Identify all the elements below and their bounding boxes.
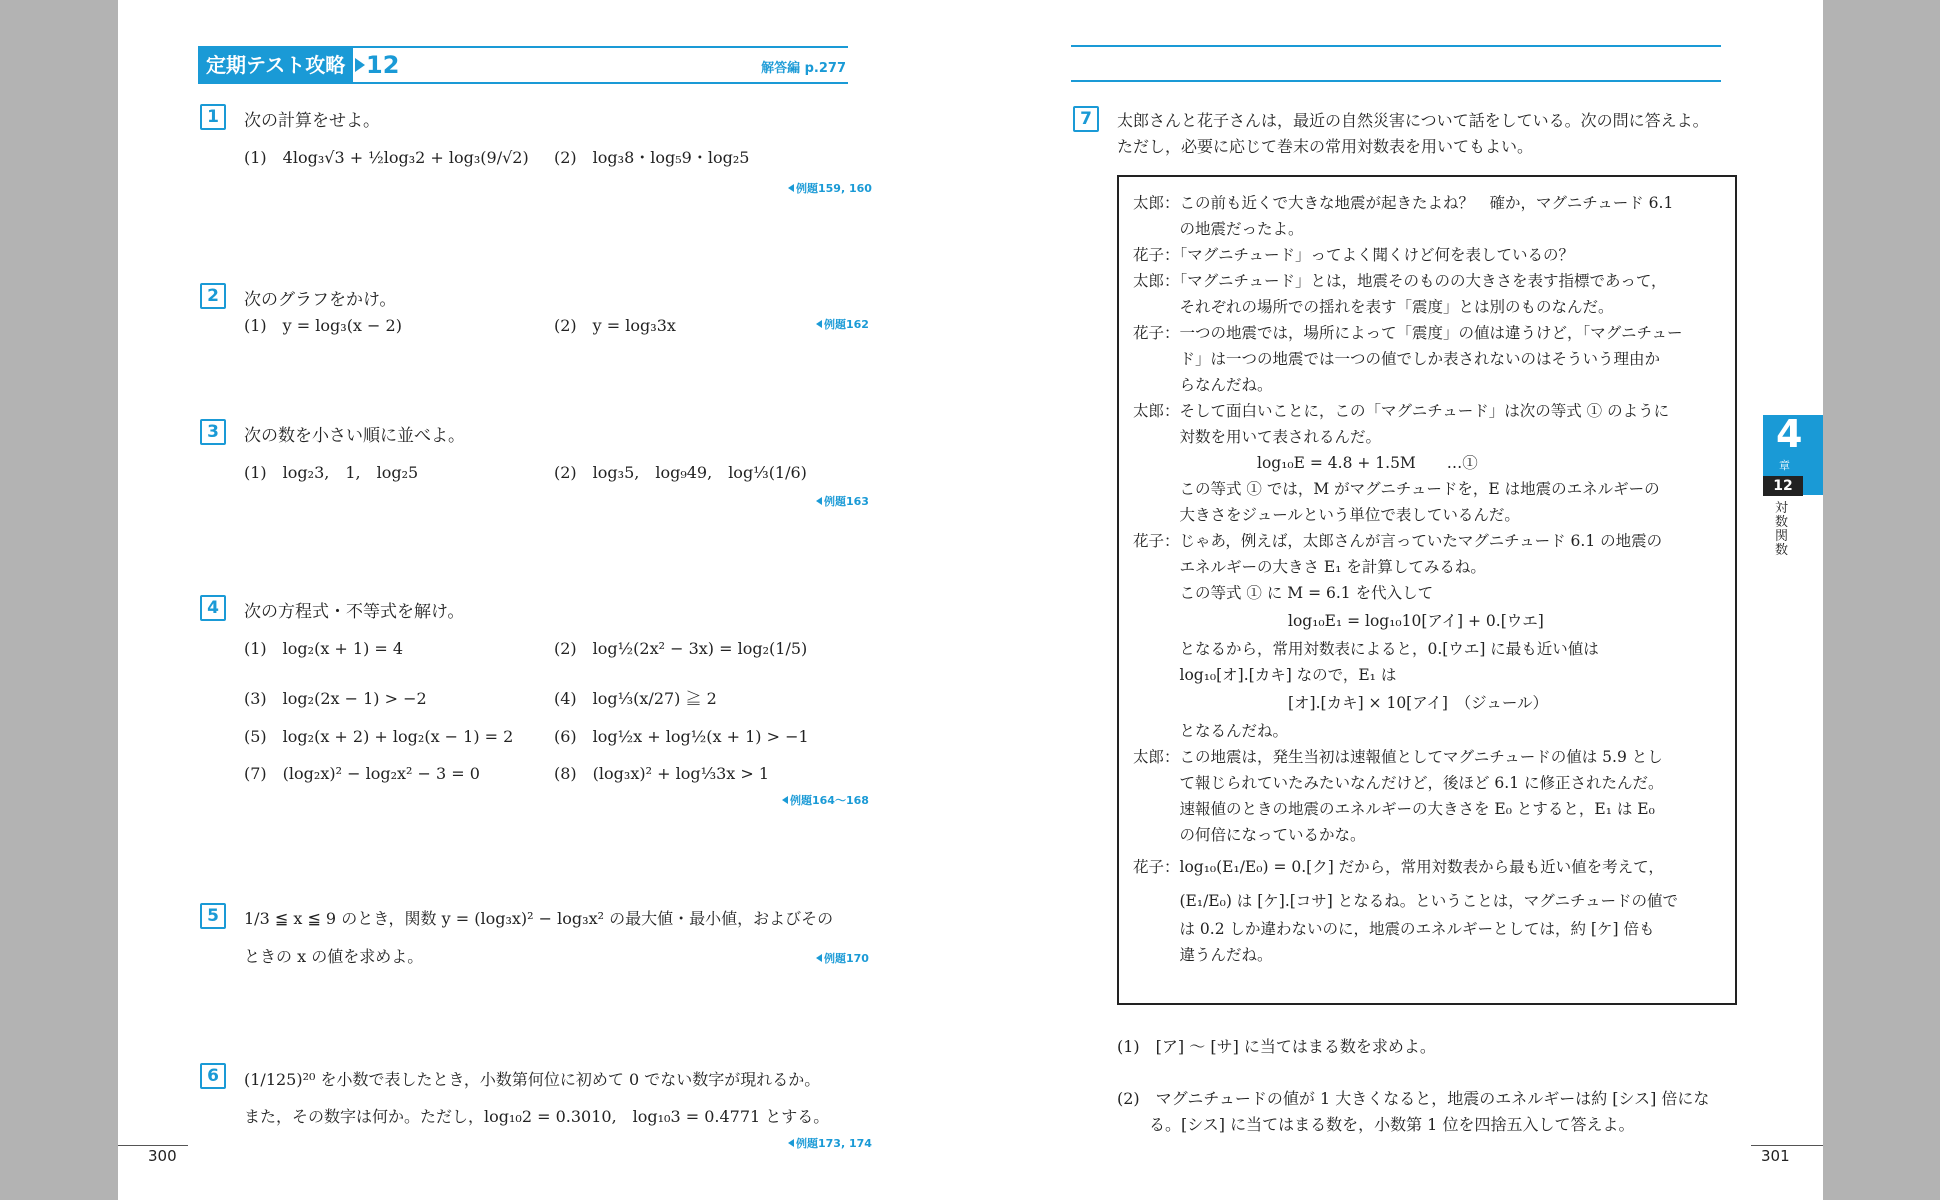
dialogue-line: 花子：log₁₀(E₁/E₀) = 0.[ク] だから，常用対数表から最も近い値を考えて， bbox=[1133, 858, 1664, 876]
dialogue-line: それぞれの場所での揺れを表す「震度」とは別のものなんだ。 bbox=[1133, 298, 1614, 316]
example-ref-5: 例題170 bbox=[816, 950, 869, 966]
question-7-intro-1: 太郎さんと花子さんは，最近の自然災害について話をしている。次の問に答えよ。 bbox=[1117, 111, 1709, 130]
question-4-item-5: (5) log₂(x + 2) + log₂(x − 1) = 2 bbox=[244, 727, 514, 746]
question-1-item-1: (1) 4log₃√3 + ½log₃2 + log₃(9/√2) bbox=[244, 148, 529, 167]
play-arrow-icon bbox=[355, 58, 365, 72]
dialogue-line: log₁₀[オ].[カキ] なので，E₁ は bbox=[1133, 666, 1397, 684]
question-number-7: 7 bbox=[1073, 106, 1099, 132]
question-4-item-4: (4) log⅓(x/27) ≧ 2 bbox=[554, 689, 717, 708]
chapter-label: 章 bbox=[1779, 459, 1790, 472]
page-number-right: 301 bbox=[1761, 1147, 1790, 1165]
dialogue-line: 花子：じゃあ，例えば，太郎さんが言っていたマグニチュード 6.1 の地震の bbox=[1133, 532, 1663, 550]
dialogue-line: 対数を用いて表されるんだ。 bbox=[1133, 428, 1382, 446]
dialogue-line: となるんだね。 bbox=[1133, 722, 1289, 740]
right-page bbox=[1061, 0, 1823, 1200]
question-4-item-7: (7) (log₂x)² − log₂x² − 3 = 0 bbox=[244, 764, 480, 783]
question-3-text: 次の数を小さい順に並べよ。 bbox=[244, 426, 465, 446]
question-6-line-1: (1/125)²⁰ を小数で表したとき，小数第何位に初めて 0 でない数字が現れるか。 bbox=[244, 1070, 821, 1089]
dialogue-line: 太郎：「マグニチュード」とは，地震そのものの大きさを表す指標であって， bbox=[1133, 272, 1667, 290]
sub-question-1: (1) [ア] 〜 [サ] に当てはまる数を求めよ。 bbox=[1117, 1037, 1436, 1056]
dialogue-line: この等式 ① では，M がマグニチュードを，E は地震のエネルギーの bbox=[1133, 480, 1660, 498]
dialogue-line: 速報値のときの地震のエネルギーの大きさを E₀ とすると，E₁ は E₀ bbox=[1133, 800, 1655, 818]
header-rule-bottom bbox=[1071, 80, 1721, 82]
dialogue-line: ド」は一つの地震では一つの値でしか表されないのはそういう理由か bbox=[1133, 350, 1661, 368]
section-title: 定期テスト攻略 bbox=[198, 48, 353, 82]
example-ref-3: 例題163 bbox=[816, 493, 869, 509]
question-number-4: 4 bbox=[200, 595, 226, 621]
question-number-1: 1 bbox=[200, 104, 226, 130]
page-number-left: 300 bbox=[148, 1147, 177, 1165]
dialogue-box bbox=[1117, 175, 1737, 1005]
question-6-line-2: また，その数字は何か。ただし，log₁₀2 = 0.3010, log₁₀3 = 0.4771 とする。 bbox=[244, 1107, 830, 1126]
dialogue-line: 花子：「マグニチュード」ってよく聞くけど何を表しているの？ bbox=[1133, 246, 1574, 264]
dialogue-line: (E₁/E₀) は [ケ].[コサ] となるね。ということは，マグニチュードの値で bbox=[1133, 892, 1678, 910]
dialogue-line: この等式 ① に M = 6.1 を代入して bbox=[1133, 584, 1434, 602]
dialogue-line: log₁₀E = 4.8 + 1.5M …① bbox=[1133, 454, 1478, 472]
question-4-item-1: (1) log₂(x + 1) = 4 bbox=[244, 639, 404, 658]
question-3-item-2: (2) log₃5, log₉49, log⅓(1/6) bbox=[554, 463, 807, 482]
question-3-item-1: (1) log₂3, 1, log₂5 bbox=[244, 463, 419, 482]
dialogue-line: 違うんだね。 bbox=[1133, 946, 1273, 964]
example-ref-2: 例題162 bbox=[816, 316, 869, 332]
example-ref-1: 例題159, 160 bbox=[788, 180, 872, 196]
question-4-text: 次の方程式・不等式を解け。 bbox=[244, 602, 465, 622]
header-rule-top bbox=[1071, 45, 1721, 47]
dialogue-line: は 0.2 しか違わないのに，地震のエネルギーとしては，約 [ケ] 倍も bbox=[1133, 920, 1655, 938]
dialogue-line: [オ].[カキ] × 10[アイ] （ジュール） bbox=[1133, 694, 1549, 712]
footer-rule bbox=[1751, 1145, 1823, 1146]
dialogue-line: エネルギーの大きさ E₁ を計算してみるね。 bbox=[1133, 558, 1486, 576]
dialogue-line: 太郎：この前も近くで大きな地震が起きたよね？ 確か，マグニチュード 6.1 bbox=[1133, 194, 1674, 212]
chapter-name: 対数関数 bbox=[1775, 501, 1789, 558]
question-number-5: 5 bbox=[200, 903, 226, 929]
question-5-line-2: ときの x の値を求めよ。 bbox=[244, 947, 424, 966]
left-page bbox=[118, 0, 1061, 1200]
section-number: 12 bbox=[366, 51, 400, 79]
question-4-item-8: (8) (log₃x)² + log⅓3x > 1 bbox=[554, 764, 770, 783]
question-4-item-3: (3) log₂(2x − 1) > −2 bbox=[244, 689, 427, 708]
dialogue-line: の何倍になっているかな。 bbox=[1133, 826, 1366, 844]
question-2-item-2: (2) y = log₃3x bbox=[554, 316, 676, 335]
question-1-item-2: (2) log₃8・log₅9・log₂5 bbox=[554, 148, 750, 167]
dialogue-line: 太郎：そして面白いことに，この「マグニチュード」は次の等式 ① のように bbox=[1133, 402, 1670, 420]
question-4-item-6: (6) log½x + log½(x + 1) > −1 bbox=[554, 727, 809, 746]
question-5-line-1: 1/3 ≦ x ≦ 9 のとき，関数 y = (log₃x)² − log₃x² の最大値・最小値，およびその bbox=[244, 909, 834, 928]
dialogue-line: となるから，常用対数表によると，0.[ウエ] に最も近い値は bbox=[1133, 640, 1599, 658]
section-header bbox=[198, 46, 848, 84]
question-1-text: 次の計算をせよ。 bbox=[244, 111, 380, 131]
question-4-item-2: (2) log½(2x² − 3x) = log₂(1/5) bbox=[554, 639, 808, 658]
dialogue-line: 大きさをジュールという単位で表しているんだ。 bbox=[1133, 506, 1520, 524]
sub-question-2-line-2: る。[シス] に当てはまる数を，小数第 1 位を四捨五入して答えよ。 bbox=[1117, 1115, 1635, 1134]
example-ref-4: 例題164〜168 bbox=[782, 792, 869, 808]
dialogue-line: log₁₀E₁ = log₁₀10[アイ] + 0.[ウエ] bbox=[1133, 612, 1544, 630]
dialogue-line: て報じられていたみたいなんだけど，後ほど 6.1 に修正されたんだ。 bbox=[1133, 774, 1664, 792]
question-number-6: 6 bbox=[200, 1063, 226, 1089]
answer-reference: 解答編 p.277 bbox=[761, 61, 846, 76]
question-number-2: 2 bbox=[200, 283, 226, 309]
question-2-item-1: (1) y = log₃(x − 2) bbox=[244, 316, 402, 335]
dialogue-line: 太郎：この地震は，発生当初は速報値としてマグニチュードの値は 5.9 とし bbox=[1133, 748, 1663, 766]
question-2-text: 次のグラフをかけ。 bbox=[244, 290, 397, 310]
footer-rule bbox=[118, 1145, 188, 1146]
example-ref-6: 例題173, 174 bbox=[788, 1135, 872, 1151]
chapter-number: 4 bbox=[1776, 412, 1803, 456]
question-number-3: 3 bbox=[200, 419, 226, 445]
dialogue-line: の地震だったよ。 bbox=[1133, 220, 1304, 238]
question-7-intro-2: ただし，必要に応じて巻末の常用対数表を用いてもよい。 bbox=[1117, 137, 1534, 156]
section-badge: 12 bbox=[1763, 476, 1803, 496]
dialogue-line: 花子：一つの地震では，場所によって「震度」の値は違うけど，「マグニチュー bbox=[1133, 324, 1683, 342]
dialogue-line: らなんだね。 bbox=[1133, 376, 1273, 394]
sub-question-2-line-1: (2) マグニチュードの値が 1 大きくなると，地震のエネルギーは約 [シス] 倍にな bbox=[1117, 1089, 1710, 1108]
